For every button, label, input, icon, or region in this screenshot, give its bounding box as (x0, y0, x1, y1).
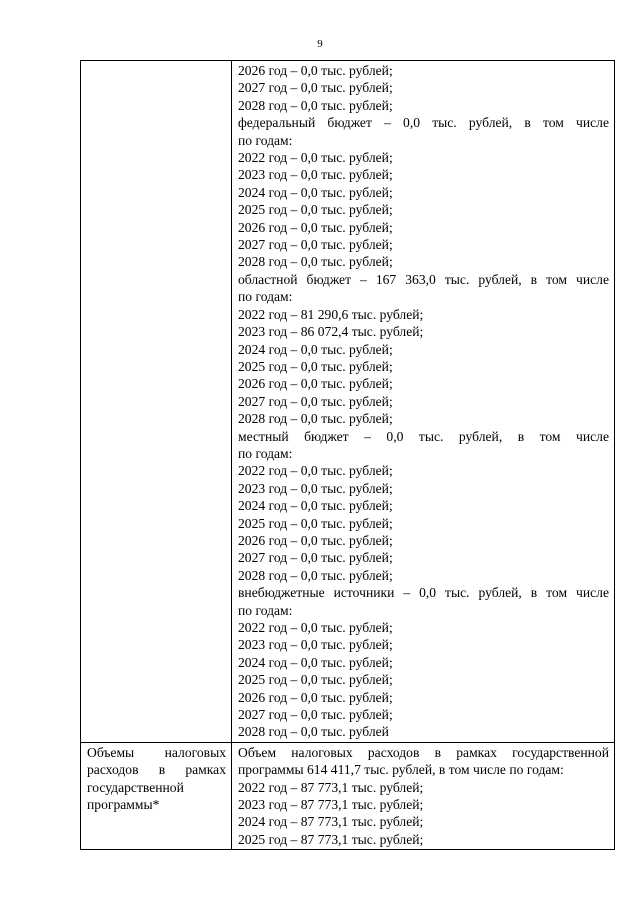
tax-expenditure-lines (232, 743, 614, 849)
funding-line: 2027 год – 0,0 тыс. рублей; (238, 550, 393, 566)
funding-line: 2022 год – 0,0 тыс. рублей; (238, 463, 393, 479)
funding-line: 2025 год – 0,0 тыс. рублей; (238, 672, 393, 688)
tax-expenditure-line: Объем налоговых расходов в рамках государственной (238, 744, 609, 760)
table-row-tax-expenditure (81, 742, 615, 849)
funding-label-cell (81, 61, 232, 743)
funding-value-cell (232, 61, 615, 743)
funding-line: местный бюджет – 0,0 тыс. рублей, в том числе (238, 428, 609, 444)
funding-line: 2027 год – 0,0 тыс. рублей; (238, 393, 393, 409)
label-line: государственной (87, 779, 184, 795)
funding-line: 2022 год – 81 290,6 тыс. рублей; (238, 306, 424, 322)
table-row-funding (81, 61, 615, 743)
funding-line: 2023 год – 0,0 тыс. рублей; (238, 480, 393, 496)
funding-line: внебюджетные источники – 0,0 тыс. рублей, в том числе (238, 585, 609, 601)
funding-line: федеральный бюджет – 0,0 тыс. рублей, в том числе (238, 115, 609, 131)
funding-line: 2025 год – 0,0 тыс. рублей; (238, 358, 393, 374)
page-number: 9 (317, 38, 323, 50)
funding-line: 2028 год – 0,0 тыс. рублей; (238, 411, 393, 427)
label-line: Объемы налоговых (87, 744, 226, 760)
funding-line: по годам: (238, 289, 293, 305)
funding-line: по годам: (238, 445, 293, 461)
tax-expenditure-line: 2022 год – 87 773,1 тыс. рублей; (238, 779, 424, 795)
funding-line: 2022 год – 0,0 тыс. рублей; (238, 620, 393, 635)
funding-line: 2028 год – 0,0 тыс. рублей; (238, 97, 393, 113)
funding-line: 2026 год – 0,0 тыс. рублей; (238, 376, 393, 392)
program-passport-table (80, 60, 615, 850)
funding-line: 2027 год – 0,0 тыс. рублей; (238, 237, 393, 253)
funding-line: 2027 год – 0,0 тыс. рублей; (238, 707, 393, 723)
funding-line: 2024 год – 0,0 тыс. рублей; (238, 654, 393, 670)
funding-line: областной бюджет – 167 363,0 тыс. рублей, в том числе (238, 271, 609, 287)
tax-expenditure-line: 2025 год – 87 773,1 тыс. рублей; (238, 831, 424, 847)
funding-line: 2028 год – 0,0 тыс. рублей; (238, 567, 393, 583)
funding-line: 2023 год – 86 072,4 тыс. рублей; (238, 324, 424, 340)
tax-expenditure-line: программы 614 411,7 тыс. рублей, в том числе по годам: (238, 762, 564, 778)
funding-line: 2028 год – 0,0 тыс. рублей; (238, 254, 393, 270)
label-line: расходов в рамках (87, 762, 226, 778)
tax-expenditure-label-cell (81, 742, 232, 849)
funding-line: по годам: (238, 602, 293, 618)
funding-line: по годам: (238, 132, 293, 148)
funding-line: 2026 год – 0,0 тыс. рублей; (238, 63, 393, 78)
label-line: программы* (87, 797, 160, 813)
funding-line: 2023 год – 0,0 тыс. рублей; (238, 167, 393, 183)
funding-line: 2022 год – 0,0 тыс. рублей; (238, 150, 393, 166)
funding-line: 2026 год – 0,0 тыс. рублей; (238, 532, 393, 548)
funding-line: 2025 год – 0,0 тыс. рублей; (238, 515, 393, 531)
funding-line: 2024 год – 0,0 тыс. рублей; (238, 184, 393, 200)
funding-line: 2026 год – 0,0 тыс. рублей; (238, 219, 393, 235)
funding-lines (232, 61, 614, 742)
funding-line: 2024 год – 0,0 тыс. рублей; (238, 498, 393, 514)
tax-expenditure-line: 2023 год – 87 773,1 тыс. рублей; (238, 797, 424, 813)
funding-line: 2023 год – 0,0 тыс. рублей; (238, 637, 393, 653)
funding-line: 2025 год – 0,0 тыс. рублей; (238, 202, 393, 218)
funding-line: 2028 год – 0,0 тыс. рублей (238, 724, 389, 740)
funding-line: 2027 год – 0,0 тыс. рублей; (238, 80, 393, 96)
funding-line: 2024 год – 0,0 тыс. рублей; (238, 341, 393, 357)
funding-line: 2026 год – 0,0 тыс. рублей; (238, 689, 393, 705)
tax-expenditure-line: 2024 год – 87 773,1 тыс. рублей; (238, 814, 424, 830)
tax-expenditure-label (81, 743, 231, 815)
tax-expenditure-value-cell (232, 742, 615, 849)
